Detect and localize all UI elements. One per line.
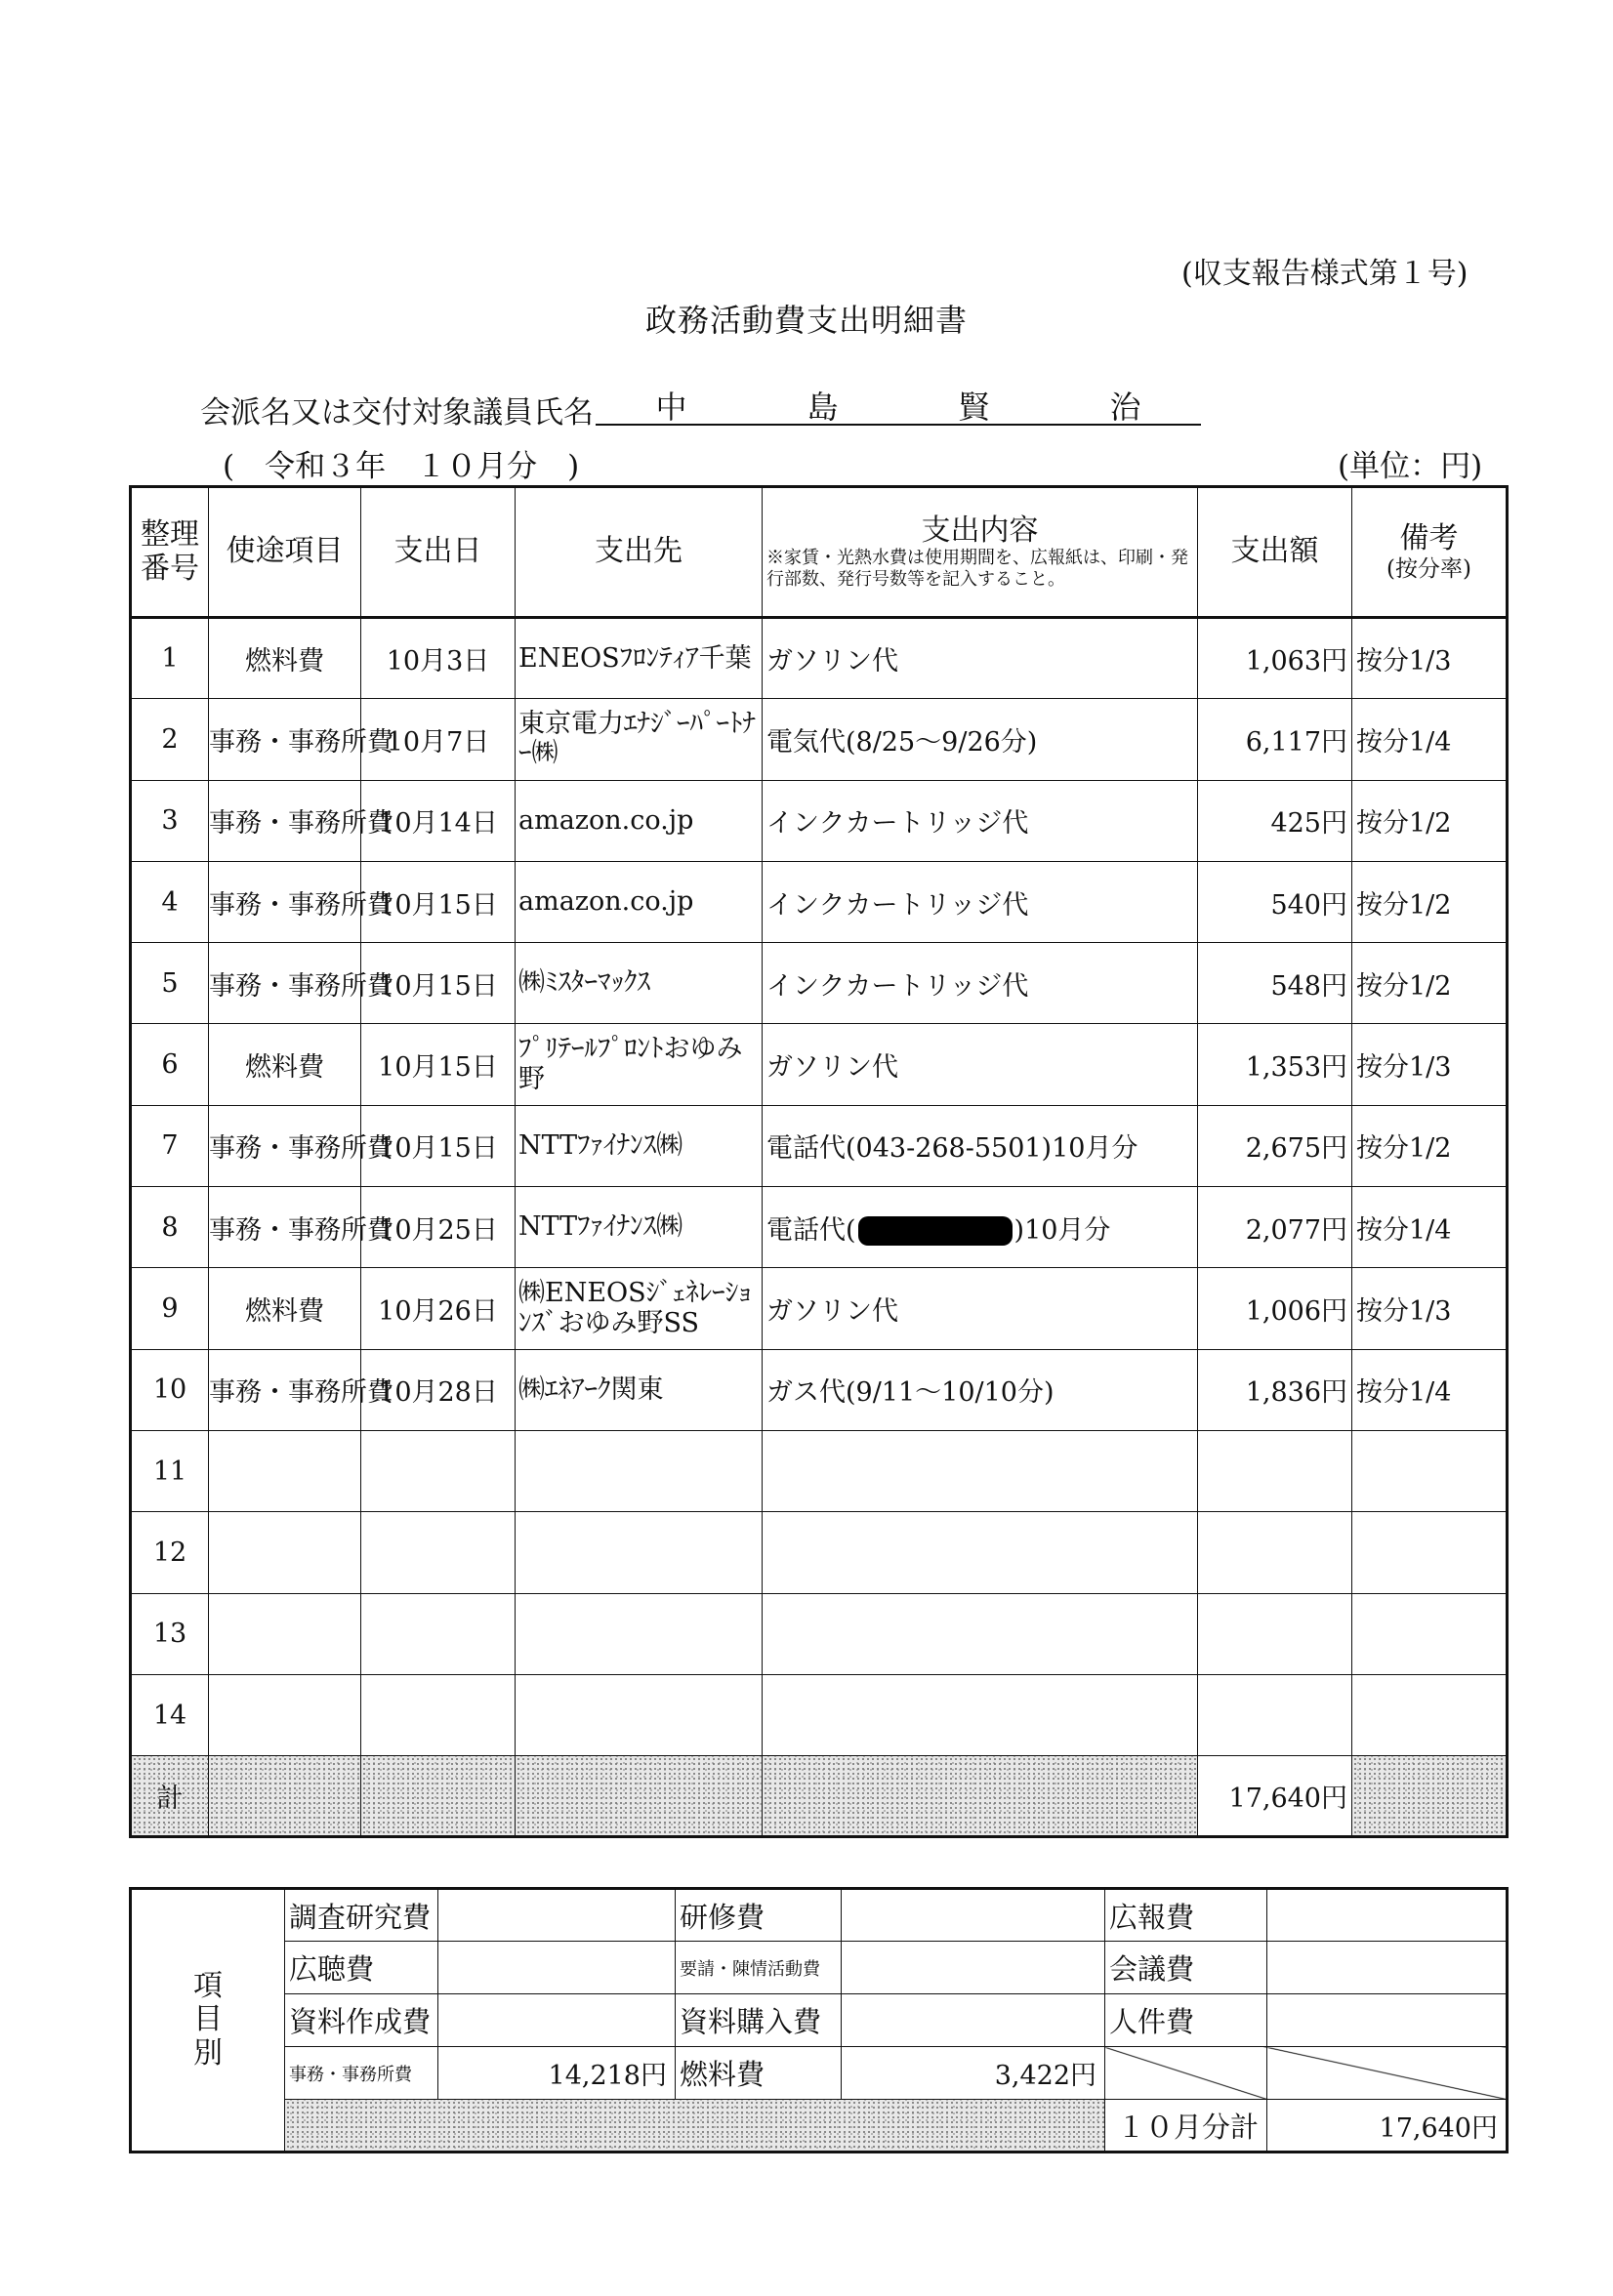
header-note-title: 備考 <box>1399 521 1459 556</box>
row-note <box>1352 1593 1508 1674</box>
row-amount: 1,006円 <box>1198 1268 1352 1349</box>
row-category <box>209 1512 361 1593</box>
summary-hearing-label: 広聴費 <box>285 1942 438 1994</box>
header-payee: 支出先 <box>516 487 763 618</box>
row-no: 11 <box>131 1430 209 1511</box>
row-no: 13 <box>131 1593 209 1674</box>
header-no <box>131 487 209 618</box>
summary-row <box>131 1942 1508 1994</box>
row-amount: 2,675円 <box>1198 1105 1352 1186</box>
row-no: 12 <box>131 1512 209 1593</box>
row-description: ガソリン代 <box>763 618 1198 699</box>
row-no: 2 <box>131 699 209 780</box>
row-category: 燃料費 <box>209 1268 361 1349</box>
row-payee: NTTﾌｧｲﾅﾝｽ㈱ <box>516 1187 763 1268</box>
row-date: 10月25日 <box>361 1187 516 1268</box>
member-name-char: 賢 <box>958 389 990 426</box>
summary-row <box>131 2100 1508 2152</box>
total-blank <box>763 1756 1198 1837</box>
table-row <box>131 1430 1508 1511</box>
row-category <box>209 1430 361 1511</box>
row-note: 按分1/3 <box>1352 1024 1508 1105</box>
row-note: 按分1/3 <box>1352 618 1508 699</box>
row-amount <box>1198 1674 1352 1755</box>
month-total-label: １０月分計 <box>1105 2100 1267 2152</box>
row-amount: 425円 <box>1198 780 1352 861</box>
summary-pr-label: 広報費 <box>1105 1889 1267 1942</box>
total-label: 計 <box>131 1756 209 1837</box>
summary-office-label: 事務・事務所費 <box>285 2047 438 2100</box>
faction-label: 会派名又は交付対象議員氏名 <box>200 395 594 430</box>
row-description: ガス代(9/11～10/10分) <box>763 1349 1198 1430</box>
row-no: 1 <box>131 618 209 699</box>
total-row <box>131 1756 1508 1837</box>
total-blank <box>361 1756 516 1837</box>
category-summary-table <box>129 1887 1509 2153</box>
row-date <box>361 1674 516 1755</box>
summary-petition-value <box>842 1942 1105 1994</box>
row-category: 事務・事務所費 <box>209 1187 361 1268</box>
table-row <box>131 1349 1508 1430</box>
table-row <box>131 1187 1508 1268</box>
summary-training-value <box>842 1889 1105 1942</box>
row-description: インクカートリッジ代 <box>763 861 1198 942</box>
table-row <box>131 1512 1508 1593</box>
row-date: 10月3日 <box>361 618 516 699</box>
header-note <box>1352 487 1508 618</box>
table-row <box>131 1593 1508 1674</box>
row-category: 事務・事務所費 <box>209 1105 361 1186</box>
row-amount: 540円 <box>1198 861 1352 942</box>
row-description <box>763 1187 1198 1268</box>
row-description: インクカートリッジ代 <box>763 943 1198 1024</box>
row-no: 7 <box>131 1105 209 1186</box>
header-category: 使途項目 <box>209 487 361 618</box>
summary-personnel-label: 人件費 <box>1105 1994 1267 2047</box>
report-period: ( 令和３年 １０月分 ) <box>223 449 580 484</box>
header-content-title: 支出内容 <box>921 512 1039 548</box>
summary-hearing-value <box>438 1942 676 1994</box>
row-payee: ﾌﾟﾘﾃｰﾙﾌﾟﾛﾝﾄおゆみ野 <box>516 1024 763 1105</box>
summary-material-buy-label: 資料購入費 <box>676 1994 842 2047</box>
row-category: 燃料費 <box>209 618 361 699</box>
row-payee <box>516 1674 763 1755</box>
expense-table <box>129 485 1509 1838</box>
row-note <box>1352 1430 1508 1511</box>
row-description: ガソリン代 <box>763 1268 1198 1349</box>
row-payee: ㈱ENEOSｼﾞｪﾈﾚｰｼｮﾝｽﾞおゆみ野SS <box>516 1268 763 1349</box>
row-description-suffix: )10月分 <box>1013 1214 1111 1246</box>
row-payee <box>516 1512 763 1593</box>
row-payee: amazon.co.jp <box>516 780 763 861</box>
row-amount: 1,353円 <box>1198 1024 1352 1105</box>
row-category: 事務・事務所費 <box>209 1349 361 1430</box>
row-note <box>1352 1674 1508 1755</box>
row-description <box>763 1430 1198 1511</box>
header-no-line: 番号 <box>141 551 199 586</box>
table-row <box>131 1024 1508 1105</box>
row-category: 事務・事務所費 <box>209 943 361 1024</box>
row-date <box>361 1512 516 1593</box>
summary-material-prep-label: 資料作成費 <box>285 1994 438 2047</box>
unit-label: (単位：円) <box>1338 449 1483 484</box>
summary-petition-label: 要請・陳情活動費 <box>676 1942 842 1994</box>
summary-fuel-label: 燃料費 <box>676 2047 842 2100</box>
redaction-block <box>858 1216 1013 1246</box>
row-amount: 548円 <box>1198 943 1352 1024</box>
row-amount: 1,836円 <box>1198 1349 1352 1430</box>
summary-meeting-value <box>1267 1942 1508 1994</box>
row-note: 按分1/2 <box>1352 861 1508 942</box>
summary-diagonal-cell <box>1267 2047 1508 2100</box>
header-content <box>763 487 1198 618</box>
summary-personnel-value <box>1267 1994 1508 2047</box>
table-row <box>131 618 1508 699</box>
summary-row <box>131 1889 1508 1942</box>
row-payee: amazon.co.jp <box>516 861 763 942</box>
row-note: 按分1/4 <box>1352 1187 1508 1268</box>
table-row <box>131 1268 1508 1349</box>
row-note: 按分1/2 <box>1352 1105 1508 1186</box>
row-no: 6 <box>131 1024 209 1105</box>
table-row <box>131 861 1508 942</box>
header-content-note: ※家賃・光熱水費は使用期間を、広報紙は、印刷・発行部数、発行号数等を記入すること。 <box>766 548 1188 590</box>
row-no: 9 <box>131 1268 209 1349</box>
row-description: 電話代(043-268-5501)10月分 <box>763 1105 1198 1186</box>
summary-research-label: 調査研究費 <box>285 1889 438 1942</box>
total-amount: 17,640円 <box>1198 1756 1352 1837</box>
row-amount: 1,063円 <box>1198 618 1352 699</box>
summary-hatched-area <box>285 2100 1105 2152</box>
row-date <box>361 1593 516 1674</box>
row-description: インクカートリッジ代 <box>763 780 1198 861</box>
row-note: 按分1/4 <box>1352 1349 1508 1430</box>
header-date: 支出日 <box>361 487 516 618</box>
summary-office-value: 14,218円 <box>438 2047 676 2100</box>
row-date: 10月15日 <box>361 1024 516 1105</box>
row-description: ガソリン代 <box>763 1024 1198 1105</box>
row-no: 3 <box>131 780 209 861</box>
row-date <box>361 1430 516 1511</box>
total-blank <box>209 1756 361 1837</box>
document-title: 政務活動費支出明細書 <box>644 302 968 339</box>
form-number: (収支報告様式第１号) <box>1181 257 1468 291</box>
row-date: 10月15日 <box>361 943 516 1024</box>
row-note: 按分1/2 <box>1352 943 1508 1024</box>
row-note: 按分1/2 <box>1352 780 1508 861</box>
table-row <box>131 1674 1508 1755</box>
summary-side-label <box>131 1889 285 2152</box>
row-no: 14 <box>131 1674 209 1755</box>
row-amount <box>1198 1512 1352 1593</box>
row-no: 8 <box>131 1187 209 1268</box>
table-header-row <box>131 487 1508 618</box>
row-note <box>1352 1512 1508 1593</box>
row-payee: ㈱ﾐｽﾀｰﾏｯｸｽ <box>516 943 763 1024</box>
header-no-line: 整理 <box>141 517 199 552</box>
row-date: 10月28日 <box>361 1349 516 1430</box>
summary-row <box>131 2047 1508 2100</box>
member-name-char: 治 <box>1109 389 1141 426</box>
summary-training-label: 研修費 <box>676 1889 842 1942</box>
summary-material-buy-value <box>842 1994 1105 2047</box>
row-date: 10月7日 <box>361 699 516 780</box>
row-description <box>763 1674 1198 1755</box>
member-name <box>596 383 1201 426</box>
row-payee: NTTﾌｧｲﾅﾝｽ㈱ <box>516 1105 763 1186</box>
row-category: 燃料費 <box>209 1024 361 1105</box>
summary-row <box>131 1994 1508 2047</box>
table-row <box>131 943 1508 1024</box>
summary-pr-value <box>1267 1889 1508 1942</box>
member-name-char: 中 <box>655 389 687 426</box>
row-date: 10月14日 <box>361 780 516 861</box>
row-category: 事務・事務所費 <box>209 861 361 942</box>
row-category: 事務・事務所費 <box>209 780 361 861</box>
summary-fuel-value: 3,422円 <box>842 2047 1105 2100</box>
row-payee: ENEOSﾌﾛﾝﾃｨｱ千葉 <box>516 618 763 699</box>
row-amount <box>1198 1593 1352 1674</box>
row-date: 10月15日 <box>361 1105 516 1186</box>
row-payee: ㈱ｴﾈｱｰｸ関東 <box>516 1349 763 1430</box>
side-label-char: 項 <box>193 1968 223 2003</box>
table-row <box>131 1105 1508 1186</box>
summary-diagonal-cell <box>1105 2047 1267 2100</box>
row-category <box>209 1674 361 1755</box>
row-no: 4 <box>131 861 209 942</box>
row-no: 10 <box>131 1349 209 1430</box>
row-category <box>209 1593 361 1674</box>
row-payee: 東京電力ｴﾅｼﾞｰﾊﾟｰﾄﾅｰ㈱ <box>516 699 763 780</box>
header-note-sub: (按分率) <box>1386 555 1471 582</box>
row-category: 事務・事務所費 <box>209 699 361 780</box>
row-description-prefix: 電話代( <box>766 1214 856 1246</box>
table-row <box>131 780 1508 861</box>
side-label-char: 別 <box>193 2035 223 2070</box>
month-total-value: 17,640円 <box>1267 2100 1508 2152</box>
row-date: 10月26日 <box>361 1268 516 1349</box>
row-no: 5 <box>131 943 209 1024</box>
total-blank <box>1352 1756 1508 1837</box>
row-amount <box>1198 1430 1352 1511</box>
row-description <box>763 1512 1198 1593</box>
row-note: 按分1/3 <box>1352 1268 1508 1349</box>
summary-meeting-label: 会議費 <box>1105 1942 1267 1994</box>
row-description: 電気代(8/25～9/26分) <box>763 699 1198 780</box>
total-blank <box>516 1756 763 1837</box>
row-amount: 6,117円 <box>1198 699 1352 780</box>
header-amount: 支出額 <box>1198 487 1352 618</box>
row-date: 10月15日 <box>361 861 516 942</box>
row-description <box>763 1593 1198 1674</box>
row-note: 按分1/4 <box>1352 699 1508 780</box>
row-payee <box>516 1593 763 1674</box>
row-payee <box>516 1430 763 1511</box>
member-name-char: 島 <box>806 389 839 426</box>
table-row <box>131 699 1508 780</box>
summary-research-value <box>438 1889 676 1942</box>
summary-material-prep-value <box>438 1994 676 2047</box>
side-label-char: 目 <box>193 2002 223 2037</box>
row-amount: 2,077円 <box>1198 1187 1352 1268</box>
